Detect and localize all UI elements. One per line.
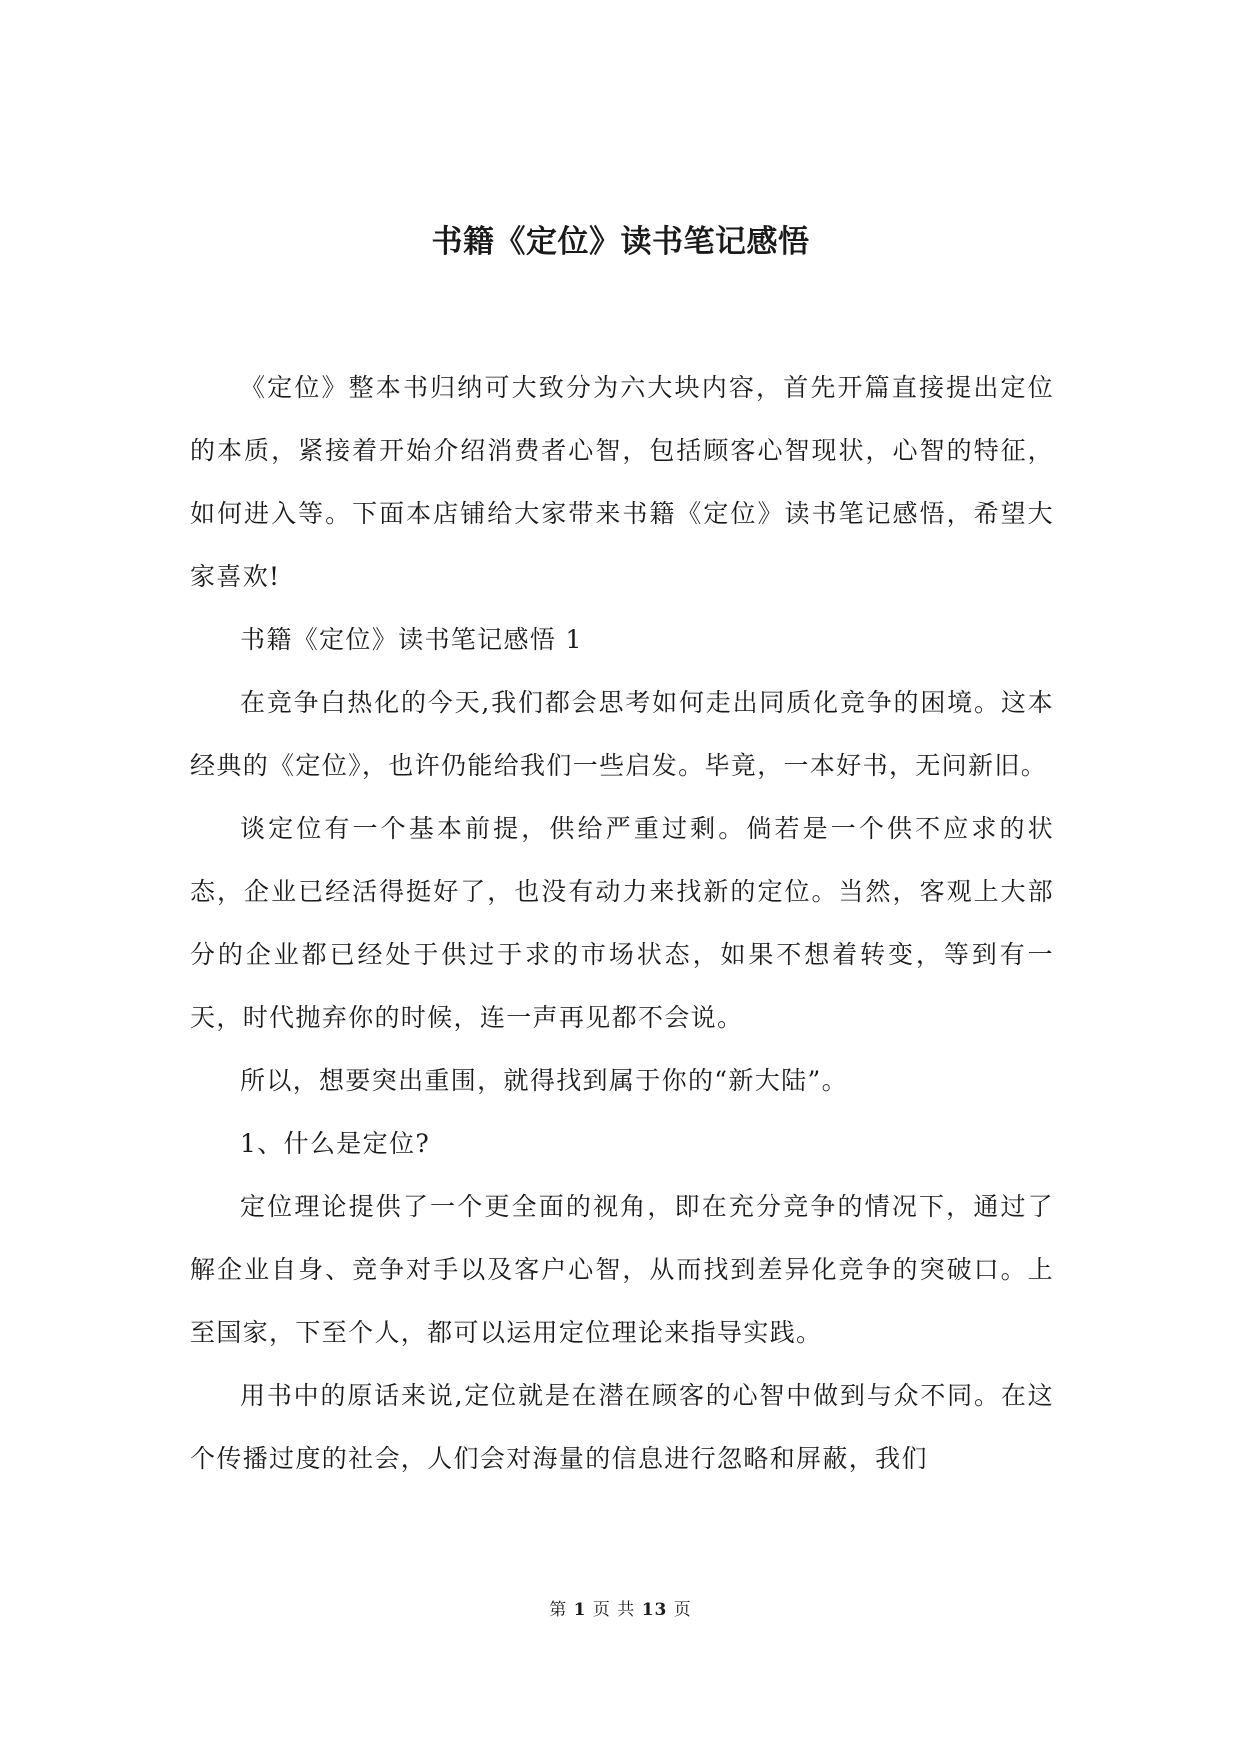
subheading: 1、什么是定位?: [240, 1129, 431, 1158]
page-title: 书籍《定位》读书笔记感悟: [431, 224, 810, 260]
footer-suffix: 页: [673, 1600, 692, 1620]
page-footer: [0, 1598, 1241, 1622]
total-pages-number: 13: [641, 1600, 668, 1620]
paragraph: 在竞争白热化的今天,我们都会思考如何走出同质化竞争的困境。这本经典的《定位》，也许仍能给我们一些启发。毕竟，一本好书，无问新旧。: [190, 688, 1054, 780]
paragraph-intro: 《定位》整本书归纳可大致分为六大块内容，首先开篇直接提出定位的本质，紧接着开始介绍消费者心智，包括顾客心智现状，心智的特征，如何进入等。下面本店铺给大家带来书籍《定位》读书笔记感悟，希望大家喜欢!: [190, 373, 1054, 591]
footer-middle: 页 共: [592, 1600, 636, 1620]
paragraph: 谈定位有一个基本前提，供给严重过剩。倘若是一个供不应求的状态，企业已经活得挺好了，也没有动力来找新的定位。当然，客观上大部分的企业都已经处于供过于求的市场状态，如果不想着转变，等到有一天，时代抛弃你的时候，连一声再见都不会说。: [190, 814, 1054, 1032]
current-page-number: 1: [573, 1600, 587, 1620]
paragraph: 定位理论提供了一个更全面的视角，即在充分竞争的情况下，通过了解企业自身、竞争对手以及客户心智，从而找到差异化竞争的突破口。上至国家，下至个人，都可以运用定位理论来指导实践。: [190, 1192, 1054, 1347]
footer-prefix: 第: [549, 1600, 568, 1620]
paragraph: 用书中的原话来说,定位就是在潜在顾客的心智中做到与众不同。在这个传播过度的社会，人们会对海量的信息进行忽略和屏蔽，我们: [190, 1381, 1054, 1473]
document-body: [190, 356, 1054, 1490]
paragraph: 所以，想要突出重围，就得找到属于你的“新大陆”。: [240, 1066, 848, 1095]
section-heading: 书籍《定位》读书笔记感悟 1: [240, 625, 583, 654]
